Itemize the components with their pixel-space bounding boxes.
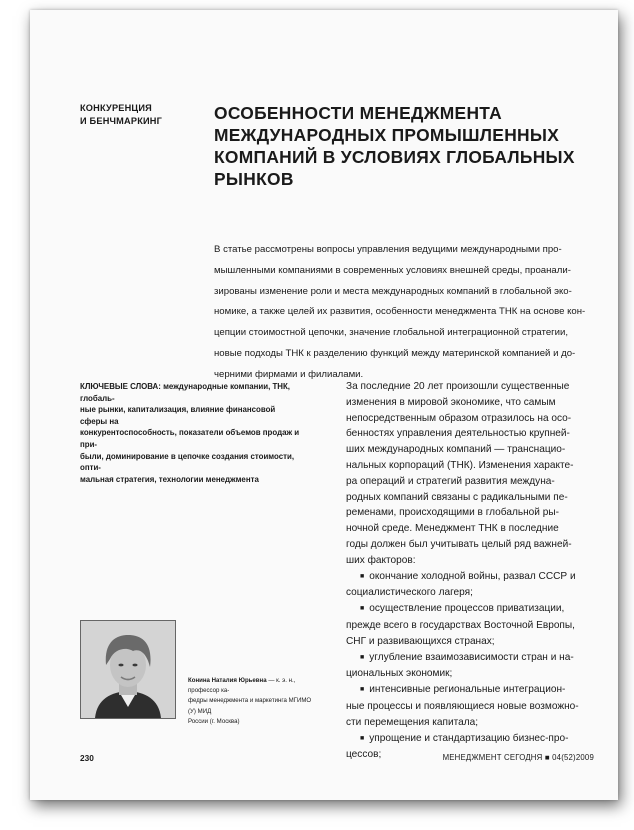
author-portrait-icon	[81, 621, 175, 718]
abstract-line: мышленными компаниями в современных условиях внешней среды, проанали-	[214, 264, 571, 276]
body-line: ночной среде. Менеджмент ТНК в последние	[346, 523, 559, 535]
bullet-text: интенсивные региональные интеграцион-	[369, 684, 566, 696]
bullet-square-icon: ■	[360, 653, 365, 661]
bullet-square-icon: ■	[360, 572, 365, 580]
bullet-text: окончание холодной войны, развал СССР и	[369, 570, 576, 582]
keywords-line: мальная стратегия, технологии менеджмента	[80, 474, 259, 484]
bullet-continuation: циональных экономик;	[346, 668, 453, 680]
article-body	[346, 379, 590, 763]
bullet-text: углубление взаимозависимости стран и на-	[369, 651, 574, 663]
abstract-line: В статье рассмотрены вопросы управления ведущими международными про-	[214, 244, 562, 255]
bullet-item	[346, 650, 590, 667]
section-heading	[80, 102, 190, 128]
author-line-2: федры менеджмента и маркетинга МГИМО (У) МИД	[188, 697, 312, 715]
bullet-item	[346, 731, 590, 748]
title-line-4: РЫНКОВ	[214, 169, 294, 189]
keywords-block	[80, 381, 302, 485]
author-name: Конина Наталия Юрьевна	[188, 677, 267, 684]
bullet-continuation: ные процессы и появляющиеся новые возможно-	[346, 700, 579, 712]
abstract-line: новые подходы ТНК к разделению функций между материнской компанией и до-	[214, 347, 576, 359]
body-line: бенностях управления деятельностью крупней-	[346, 428, 570, 440]
body-line: родных компаний связаны с радикальными пе-	[346, 491, 568, 503]
bullet-item	[346, 682, 590, 699]
abstract	[214, 240, 588, 386]
title-line-3: КОМПАНИЙ В УСЛОВИЯХ ГЛОБАЛЬНЫХ	[214, 147, 575, 167]
journal-page	[30, 10, 618, 800]
article-title	[214, 102, 594, 190]
author-info	[188, 676, 320, 727]
author-line-3: России (г. Москва)	[188, 717, 240, 725]
body-line: нальных корпораций (ТНК). Изменения характе-	[346, 459, 574, 471]
title-line-1: ОСОБЕННОСТИ МЕНЕДЖМЕНТА	[214, 103, 502, 123]
keywords-line: КЛЮЧЕВЫЕ СЛОВА: международные компании, ТНК, глобаль-	[80, 382, 290, 403]
section-line-2: И БЕНЧМАРКИНГ	[80, 116, 163, 126]
body-line: годы должен был учитывать целый ряд важней-	[346, 538, 572, 550]
bullet-square-icon: ■	[360, 734, 365, 742]
bullet-continuation: прежде всего в государствах Восточной Европы,	[346, 619, 575, 631]
bullet-continuation: СНГ и развивающихся странах;	[346, 635, 495, 647]
body-line: изменения в мировой экономике, что самым	[346, 396, 556, 408]
page-number: 230	[80, 753, 94, 763]
abstract-line: номике, а также целей их развития, особенности менеджмента ТНК на основе кон-	[214, 306, 586, 318]
bullet-item	[346, 601, 590, 618]
bullet-continuation: цессов;	[346, 749, 382, 761]
bullet-square-icon: ■	[360, 605, 365, 613]
journal-name: МЕНЕДЖМЕНТ СЕГОДНЯ ■ 04(52)2009	[442, 753, 594, 762]
body-line: ременами, происходящими в глобальной ры-	[346, 507, 559, 519]
body-line: непосредственным образом отразилось на осо-	[346, 412, 572, 424]
author-line-1	[188, 676, 320, 696]
abstract-line: черними фирмами и филиалами.	[214, 368, 364, 380]
title-line-2: МЕЖДУНАРОДНЫХ ПРОМЫШЛЕННЫХ	[214, 125, 560, 145]
bullet-text: упрощение и стандартизацию бизнес-про-	[369, 732, 569, 744]
bullet-text: осуществление процессов приватизации,	[369, 603, 565, 615]
abstract-line: зированы изменение роли и места международных компаний в глобальной эко-	[214, 285, 572, 297]
abstract-line: цепции стоимостной цепочки, значение глобальной интеграционной стратегии,	[214, 327, 569, 339]
body-line: ра операций и стратегий развития междуна-	[346, 475, 555, 487]
body-line: ших факторов:	[346, 554, 416, 566]
body-line: ших международных компаний — транснацио-	[346, 444, 566, 456]
keywords-line: конкурентоспособность, показатели объемов продаж и при-	[80, 428, 300, 449]
author-photo	[80, 620, 176, 719]
body-line: За последние 20 лет произошли существенные	[346, 381, 570, 392]
keywords-line: были, доминирование в цепочке создания стоимости, опти-	[80, 451, 295, 473]
bullet-continuation: социалистического лагеря;	[346, 587, 473, 599]
keywords-line: ные рынки, капитализация, влияние финансовой сферы на	[80, 405, 276, 426]
author-title: — к. э. н., профессор ка-	[188, 677, 296, 695]
bullet-square-icon: ■	[360, 686, 365, 694]
bullet-item	[346, 569, 590, 586]
section-line-1: КОНКУРЕНЦИЯ	[80, 103, 152, 113]
bullet-continuation: сти перемещения капитала;	[346, 716, 479, 728]
